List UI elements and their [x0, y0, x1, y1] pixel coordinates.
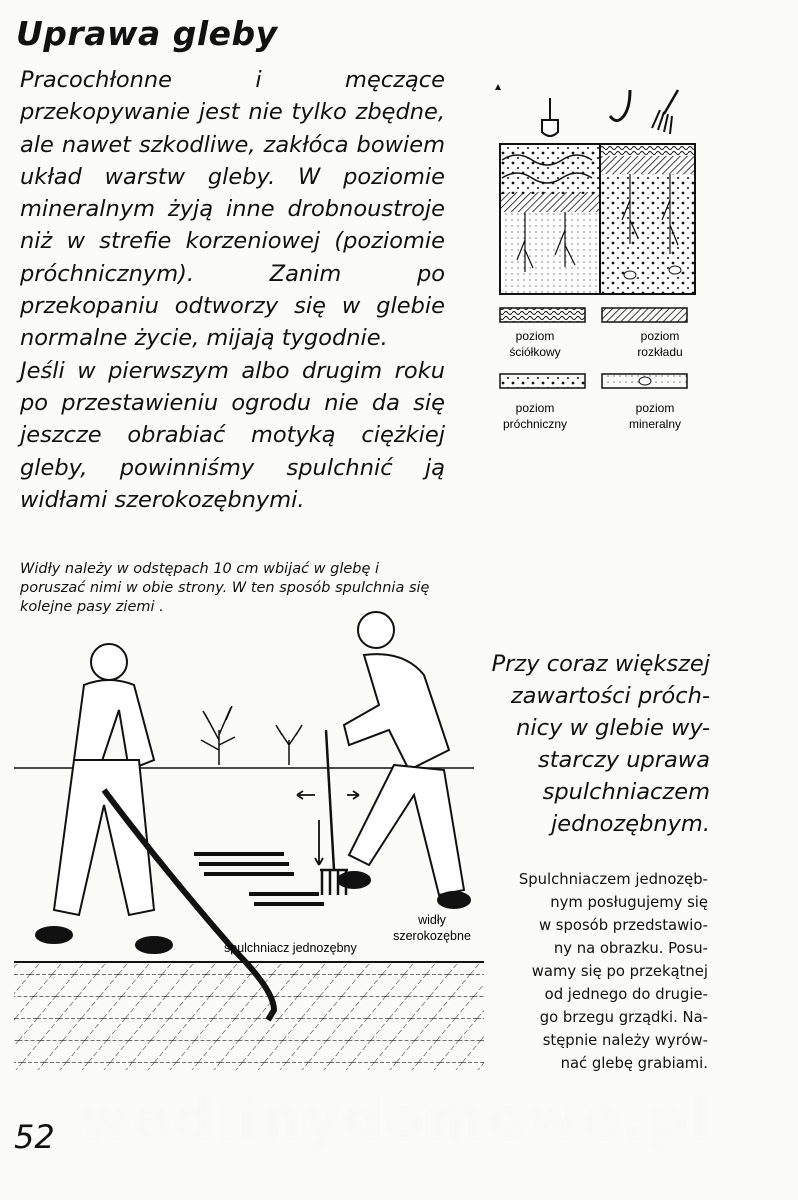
caption-line: w sposób przedstawio- [538, 917, 708, 934]
right-text-line: zawartości próch- [510, 683, 710, 709]
page-number: 52 [14, 1118, 55, 1156]
fork-caption: Widły należy w odstępach 10 cm wbijać w glebę i poruszać nimi w obie strony. W ten sposób spulchnia się kolejne pasy ziemi . [20, 561, 430, 615]
right-text-line: spulchniaczem [542, 779, 710, 805]
gardening-illustration [14, 600, 504, 1070]
pitchfork-tool [297, 730, 359, 895]
bush-icon [276, 725, 302, 765]
right-text-line: Przy coraz większej [491, 651, 710, 677]
legend-label: próchniczny [502, 417, 568, 431]
legend-label: ściółkowy [509, 345, 561, 359]
legend-label: poziom [515, 401, 555, 415]
legend-label: poziom [635, 401, 675, 415]
cultivator-label: spulchniacz jednozębny [224, 941, 357, 955]
legend-label: rozkładu [637, 345, 683, 359]
arrow-icon [495, 84, 501, 90]
fork-label: widły [418, 913, 446, 927]
main-paragraph-2: Jeśli w pierwszym albo drugim roku po przestawieniu ogrodu nie da się jeszcze obrabiać motyką ciężkiej gleby, powinniśmy spulchnić ją widłami szerokozębnymi. [20, 357, 445, 513]
gardener-left [36, 644, 172, 953]
right-text-line: starczy uprawa [537, 747, 710, 773]
caption-line: nym posługujemy się [550, 894, 708, 911]
main-paragraph-1: Pracochłonne i męczące przekopywanie jest nie tylko zbędne, ale nawet szkodliwe, zakłóca bowiem układ warstw gleby. W poziomie mineralnym żyją inne drobnoustroje niż w strefie korzeniowej (poziomie próchnicznym). Zanim po przekopaniu odtworzy się w glebie normalne życie, mijają tygodnie. [20, 67, 445, 352]
caption-line: go brzegu grządki. Na- [539, 1009, 708, 1026]
right-text-line: nicy w glebie wy- [516, 715, 710, 741]
right-text-line: jednozębnym. [551, 811, 710, 837]
caption-line: ny na obrazku. Posu- [553, 940, 708, 957]
bush-icon [201, 706, 235, 765]
caption-line: wamy się po przekątnej [531, 963, 708, 980]
gardener-right [338, 612, 470, 908]
legend-label: mineralny [628, 417, 682, 431]
fork-label: szerokozębne [393, 929, 471, 943]
main-text [20, 64, 445, 516]
legend-label: poziom [515, 329, 555, 343]
caption-line: stępnie należy wyrów- [542, 1032, 708, 1049]
caption-line: Spulchniaczem jednozęb- [518, 871, 708, 888]
caption-line: od jednego do drugie- [544, 986, 708, 1003]
fork-icon [652, 90, 678, 134]
caption-line: nać glebę grabiami. [560, 1055, 708, 1072]
cultivator-caption [488, 868, 708, 1075]
soil-layers-diagram [480, 80, 720, 450]
page-title: Uprawa gleby [16, 14, 278, 53]
watermark: wedlinydomowe.pl [80, 1088, 714, 1151]
legend-label: poziom [640, 329, 680, 343]
hook-icon [610, 90, 630, 121]
spade-icon [542, 98, 558, 136]
